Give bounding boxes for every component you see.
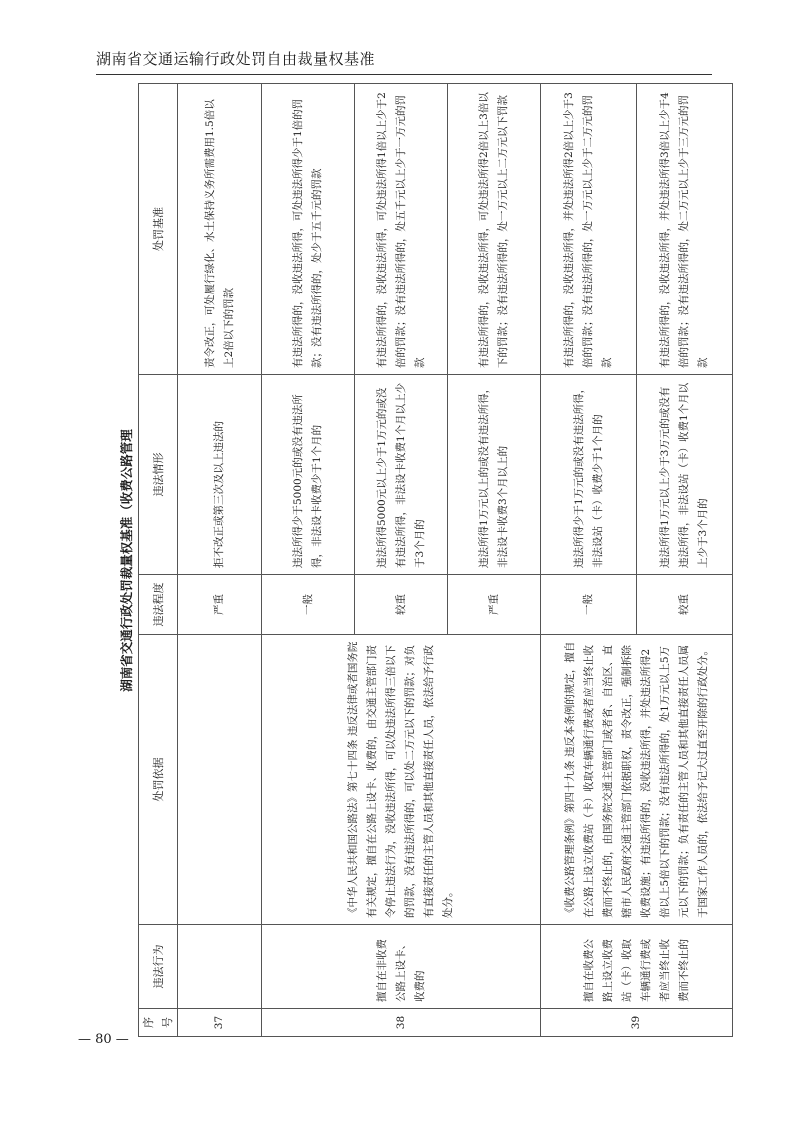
table-row-39-general [541, 84, 637, 1037]
column-header-no: 序号 [139, 1009, 178, 1037]
table-title: 湖南省交通行政处罚裁量权基准（收费公路管理 [119, 429, 134, 692]
row-38-degree-severe: 严重 [448, 575, 541, 635]
row-39-basis: 《收费公路管理条例》第四十九条 违反本条例的规定，擅自在公路上设立收费站（卡）收取车辆通行费或者应当终止收费而不终止的，由国务院交通主管部门或者省、自治区、直辖市人民政府交通主管部门依据职权，责令改正，强制拆除收费设施；有违法所得的，没收违法所得，并处违法所得2倍以上5倍以下的罚款；没有违法所得的，处1万元以上5万元以下的罚款；负有责任的主管人员和其他直接责任人员属于国家工作人员的，依法给予记大过直至开除的行政处分。 [541, 635, 733, 925]
row-39-situation-general: 违法所得少于1万元的或没有违法所得，非法设站（卡）收费少于1个月的 [541, 375, 637, 575]
page-number: — 80 — [78, 1032, 129, 1047]
row-38-situation-severe: 违法所得1万元以上的或没有违法所得，非法设卡收费3个月以上的 [448, 375, 541, 575]
row-39-degree-serious: 较重 [637, 575, 733, 635]
column-header-basis: 处罚依据 [139, 635, 178, 925]
row-39-number: 39 [541, 1009, 733, 1037]
row-38-penalty-general: 有违法所得的，没收违法所得，可处违法所得少于1倍的罚款；没有违法所得的，处少于五千元的罚款 [262, 84, 355, 375]
penalty-standard-table [138, 83, 733, 1037]
row-37-degree: 严重 [178, 575, 262, 635]
row-39-degree-general: 一般 [541, 575, 637, 635]
row-38-penalty-serious: 有违法所得的，没收违法所得，可处违法所得1倍以上少于2倍的罚款；没有违法所得的，处五千元以上少于一万元的罚款 [355, 84, 448, 375]
row-38-degree-serious: 较重 [355, 575, 448, 635]
column-header-situation: 违法情形 [139, 375, 178, 575]
header-divider [96, 74, 712, 75]
row-37-penalty: 责令改正，可处履行绿化、水土保持义务所需费用1.5倍以上2倍以下的罚款 [178, 84, 262, 375]
column-header-act: 违法行为 [139, 925, 178, 1009]
row-38-situation-general: 违法所得少于5000元的或没有违法所得，非法设卡收费少于1个月的 [262, 375, 355, 575]
row-38-penalty-severe: 有违法所得的，没收违法所得，可处违法所得2倍以上3倍以下的罚款；没有违法所得的，处一万元以上二万元以下罚款 [448, 84, 541, 375]
row-37-act [178, 925, 262, 1009]
table-row-38-general [262, 84, 355, 1037]
row-38-number: 38 [262, 1009, 541, 1037]
row-38-degree-general: 一般 [262, 575, 355, 635]
row-39-act: 擅自在收费公路上设立收费站（卡）收取车辆通行费或者应当终止收费而不终止的 [541, 925, 733, 1009]
row-39-penalty-serious: 有违法所得的，没收违法所得，并处违法所得3倍以上少于4倍的罚款；没有违法所得的，处二万元以上少于三万元的罚款 [637, 84, 733, 375]
column-header-degree: 违法程度 [139, 575, 178, 635]
table-header-row [139, 84, 178, 1037]
row-38-act: 擅自在非收费公路上设卡、收费的 [262, 925, 541, 1009]
table-row-37 [178, 84, 262, 1037]
row-37-situation: 拒不改正或第三次及以上违法的 [178, 375, 262, 575]
row-37-number: 37 [178, 1009, 262, 1037]
row-37-basis [178, 635, 262, 925]
row-39-penalty-general: 有违法所得的，没收违法所得，并处违法所得2倍以上少于3倍的罚款；没有违法所得的，处一万元以上少于二万元的罚款 [541, 84, 637, 375]
column-header-penalty: 处罚基准 [139, 84, 178, 375]
page-header-title: 湖南省交通运输行政处罚自由裁量权基准 [96, 50, 376, 68]
row-39-situation-serious: 违法所得1万元以上少于3万元的或没有违法所得，非法设站（卡）收费1个月以上少于3个月的 [637, 375, 733, 575]
row-38-situation-serious: 违法所得5000元以上少于1万元的或没有违法所得，非法设卡收费1个月以上少于3个月的 [355, 375, 448, 575]
rotated-table-container [116, 84, 713, 1037]
row-38-basis: 《中华人民共和国公路法》第七十四条 违反法律或者国务院有关规定，擅自在公路上设卡、收费的，由交通主管部门责令停止违法行为，没收违法所得，可以处违法所得三倍以下的罚款，没有违法所得的，可以处二万元以下的罚款；对负有直接责任的主管人员和其他直接责任人员，依法给予行政处分。 [262, 635, 541, 925]
